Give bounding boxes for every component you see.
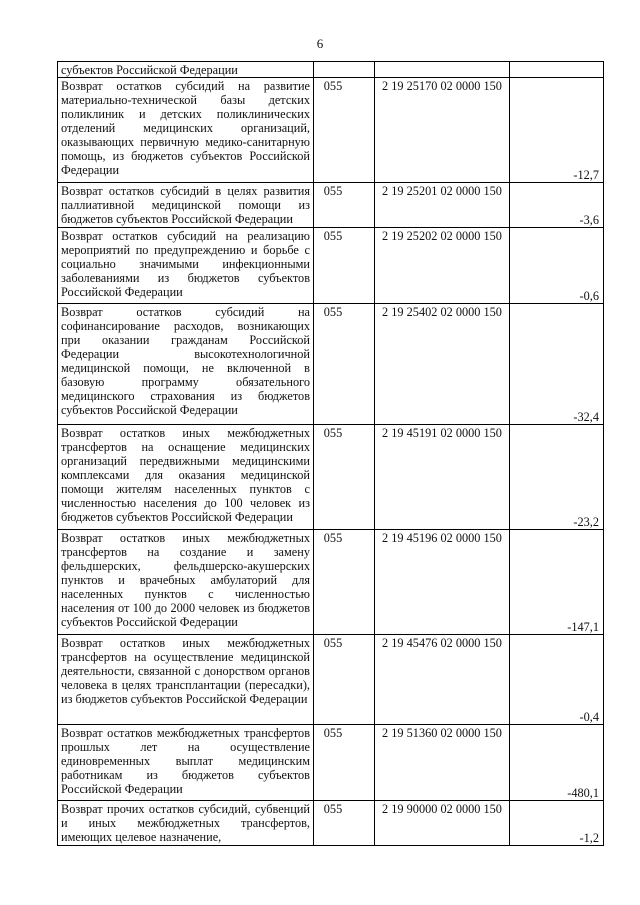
row-sum: -147,1 — [510, 530, 604, 635]
row-sum: -480,1 — [510, 725, 604, 801]
table-row — [58, 183, 604, 228]
row-sum: -12,7 — [510, 78, 604, 183]
row-name: Возврат остатков субсидий на реализацию мероприятий по предупреждению и борьбе с социально значимыми инфекционными заболеваниями из бюджетов субъектов Российской Федерации — [58, 228, 314, 304]
row-name: Возврат остатков иных межбюджетных трансфертов на осуществление медицинской деятельности, связанной с донорством органов человека в целях трансплантации (пересадки), из бюджетов субъектов Российской Федерации — [58, 635, 314, 725]
row-admin-code: 055 — [314, 228, 375, 304]
row-name: Возврат остатков субсидий в целях развития паллиативной медицинской помощи из бюджетов субъектов Российской Федерации — [58, 183, 314, 228]
row-name: Возврат остатков иных межбюджетных трансфертов на создание и замену фельдшерских, фельдшерско-акушерских пунктов и врачебных амбулаторий для населенных пунктов с численностью населения от 100 до 2000 человек из бюджетов субъектов Российской Федерации — [58, 530, 314, 635]
row-sum: -0,6 — [510, 228, 604, 304]
row-admin-code: 055 — [314, 530, 375, 635]
page-number: 6 — [316, 36, 324, 51]
row-sum: -1,2 — [510, 801, 604, 846]
table-row — [58, 228, 604, 304]
row-budget-code: 2 19 25202 02 0000 150 — [375, 228, 510, 304]
row-budget-code: 2 19 25170 02 0000 150 — [375, 78, 510, 183]
row-name: Возврат остатков иных межбюджетных трансфертов на оснащение медицинских организаций передвижными медицинскими комплексами для оказания медицинской помощи жителям населенных пунктов с численностью населения до 100 человек из бюджетов субъектов Российской Федерации — [58, 425, 314, 530]
table-row — [58, 635, 604, 725]
table-row — [58, 304, 604, 425]
row-sum: -0,4 — [510, 635, 604, 725]
row-admin-code: 055 — [314, 635, 375, 725]
row-budget-code: 2 19 90000 02 0000 150 — [375, 801, 510, 846]
row-sum: -3,6 — [510, 183, 604, 228]
row-admin-code: 055 — [314, 183, 375, 228]
row-admin-code: 055 — [314, 801, 375, 846]
row-budget-code: 2 19 25201 02 0000 150 — [375, 183, 510, 228]
row-name: субъектов Российской Федерации — [58, 62, 314, 78]
row-budget-code: 2 19 45476 02 0000 150 — [375, 635, 510, 725]
table-row — [58, 78, 604, 183]
row-name: Возврат остатков субсидий на развитие материально-технической базы детских поликлиник и детских поликлинических отделений медицинских организаций, оказывающих первичную медико-санитарную помощь, из бюджетов субъектов Российской Федерации — [58, 78, 314, 183]
table-row — [58, 530, 604, 635]
row-admin-code — [314, 62, 375, 78]
table-row — [58, 425, 604, 530]
row-admin-code: 055 — [314, 304, 375, 425]
row-sum: -32,4 — [510, 304, 604, 425]
row-name: Возврат прочих остатков субсидий, субвенций и иных межбюджетных трансфертов, имеющих целевое назначение, — [58, 801, 314, 846]
row-budget-code — [375, 62, 510, 78]
row-sum — [510, 62, 604, 78]
row-sum: -23,2 — [510, 425, 604, 530]
table-row — [58, 801, 604, 846]
table-row — [58, 62, 604, 78]
row-admin-code: 055 — [314, 78, 375, 183]
row-name: Возврат остатков межбюджетных трансфертов прошлых лет на осуществление единовременных выплат медицинским работникам из бюджетов субъектов Российской Федерации — [58, 725, 314, 801]
row-name: Возврат остатков субсидий на софинансирование расходов, возникающих при оказании гражданам Российской Федерации высокотехнологичной медицинской помощи, не включенной в базовую программу обязательного медицинского страхования из бюджетов субъектов Российской Федерации — [58, 304, 314, 425]
row-budget-code: 2 19 45191 02 0000 150 — [375, 425, 510, 530]
row-admin-code: 055 — [314, 425, 375, 530]
row-admin-code: 055 — [314, 725, 375, 801]
table-row — [58, 725, 604, 801]
row-budget-code: 2 19 51360 02 0000 150 — [375, 725, 510, 801]
row-budget-code: 2 19 45196 02 0000 150 — [375, 530, 510, 635]
row-budget-code: 2 19 25402 02 0000 150 — [375, 304, 510, 425]
budget-table — [57, 61, 604, 846]
